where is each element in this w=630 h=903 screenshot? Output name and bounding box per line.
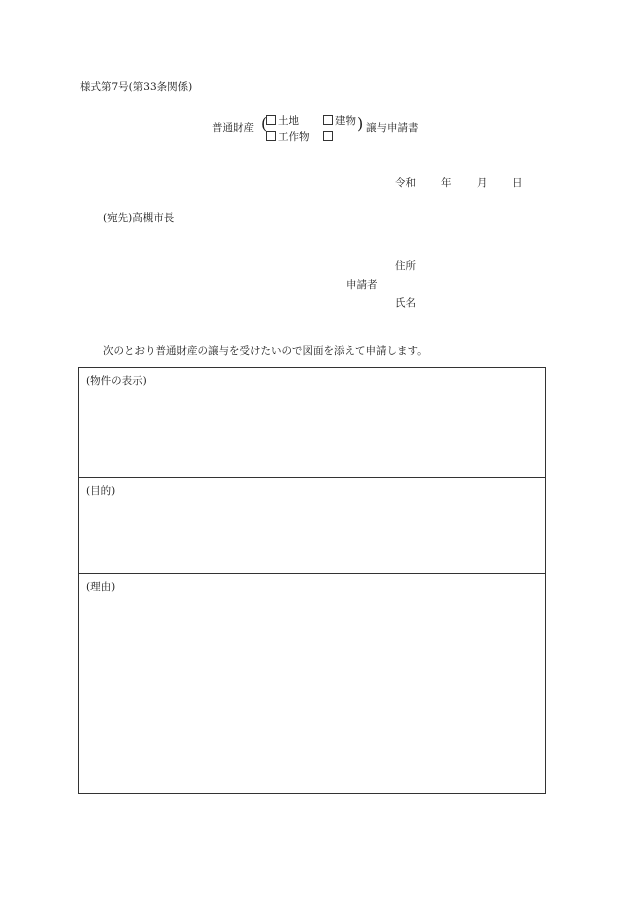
title-paren-close: ) [357,114,364,133]
intro-text: 次のとおり普通財産の譲与を受けたいので図面を添えて申請します。 [103,345,428,357]
title-prefix: 普通財産 [212,122,254,134]
option-structure[interactable] [266,131,310,143]
option-building[interactable] [323,115,356,127]
date-era: 令和 [395,177,416,189]
property-field[interactable] [79,368,545,478]
applicant-label: 申請者 [346,279,378,291]
date-year: 年 [441,177,452,189]
option-structure-label: 工作物 [278,131,310,143]
option-land[interactable] [266,115,299,127]
reason-field[interactable] [79,574,545,793]
title-paren-open: ( [261,114,268,133]
purpose-field-label: (目的) [86,485,116,497]
property-field-label: (物件の表示) [86,375,147,387]
checkbox-structure[interactable] [266,131,276,141]
address-label: 住所 [395,260,416,272]
purpose-field[interactable] [79,478,545,574]
application-table [78,367,546,794]
title-suffix: 譲与申請書 [366,122,419,134]
name-label: 氏名 [395,297,416,309]
checkbox-building[interactable] [323,115,333,125]
date-month: 月 [477,177,488,189]
form-number: 様式第7号(第33条関係) [80,81,193,93]
option-building-label: 建物 [335,115,356,127]
option-land-label: 土地 [278,115,299,127]
option-other[interactable] [323,131,335,143]
reason-field-label: (理由) [86,581,116,593]
addressee: (宛先)高槻市長 [103,212,175,224]
date-day: 日 [512,177,523,189]
checkbox-other[interactable] [323,131,333,141]
checkbox-land[interactable] [266,115,276,125]
